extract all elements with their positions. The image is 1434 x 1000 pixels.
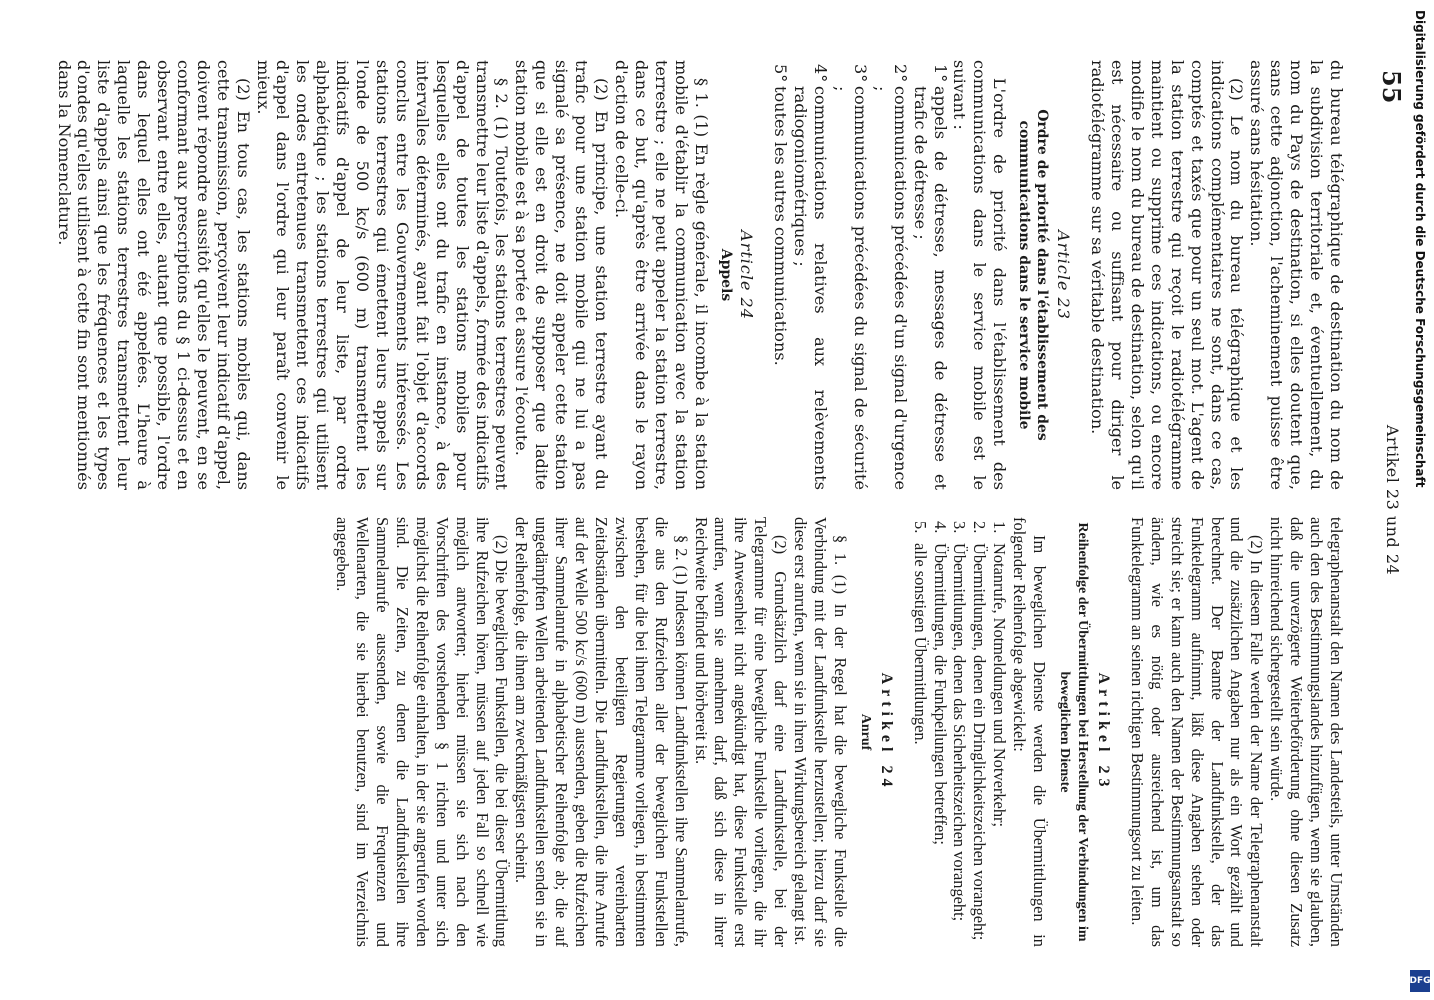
running-title: Artikel 23 und 24 [1383, 424, 1402, 576]
dfg-logo: DFG [1410, 970, 1430, 992]
de-section-1-1: § 1. (1) In der Regel hat die bewegliche Funkstelle die Verbindung mit der Landfunkstelle herzustellen; hierzu darf sie diese erst anrufen, wenn sie in ihren Wirkungsbereich gelangt ist. [791, 517, 850, 947]
fr-section-2-2: (2) En tous cas, les stations mobiles qui, dans cette transmission, perçoivent leur indicatif d'appel, doivent répondre aussitôt qu'elles le peuvent, en se conformant aux prescriptions du § 1 ci-dessus et en observant entre elles, autant que possible, l'ordre dans lequel elles ont été appelées. L'heure à laquelle les stations terrestres transmettent leur liste d'appels ainsi que les fréquences et les types d'ondes qu'elles utilisent à cette fin sont mentionnés dans la Nomenclature. [54, 60, 253, 490]
digitization-credit [1406, 0, 1434, 1000]
fr-list-item: 3° communications précédées du signal de sécurité ; [831, 64, 870, 490]
fr-article-23-heading: Article 23 [1054, 230, 1074, 320]
de-article-23-title: Reihenfolge der Übermittlungen bei Herstellung der Verbindungen im beweglichen Dienste [1057, 522, 1091, 942]
fr-list-item: 1° appels de détresse, messages de détresse et trafic de détresse ; [910, 64, 950, 490]
de-list-item: 2. Übermittlungen, denen ein Dringlichkeitszeichen vorangeht; [970, 521, 990, 941]
de-section-1-2: (2) Grundsätzlich darf eine Landfunkstelle, bei der Telegramme für eine bewegliche Funkstelle vorliegen, die ihr ihre Anwesenheit nicht angekündigt hat, diese Funkstelle erst anrufen, wenn sie annehmen darf, daß sich diese in ihrer Reichweite befindet und hörbereit ist. [691, 517, 791, 947]
de-list-item: 3. Übermittlungen, denen das Sicherheitszeichen vorangeht; [950, 521, 970, 922]
fr-article-23-intro: L'ordre de priorité dans l'établissement des communications dans le service mobile est le suivant : [950, 60, 1010, 490]
fr-section-1-1: § 1. (1) En règle générale, il incombe à la station mobile d'établir la communication avec la station terrestre ; elle ne peut appeler la station terrestre, dans ce but, qu'après être arrivée dans le rayon d'action de celle-ci. [611, 60, 711, 490]
fr-article-23-title: Ordre de priorité dans l'établissement des communications dans le service mobile [1016, 109, 1051, 441]
de-article-23-heading: Artikel 23 [1095, 672, 1113, 792]
page-header [1376, 60, 1406, 940]
de-paragraph-continuation: telegraphenanstalt den Namen des Landesteils, unter Umständen auch den des Bestimmungslandes hinzufügen, wenn sie glauben, daß die unverzögerte Weiterbeförderung ohne diesen Zusatz nicht hinreichend sichergestellt sein würde. [1267, 517, 1346, 947]
fr-list-item: 2° communications précédées d'un signal d'urgence ; [870, 64, 910, 490]
fr-paragraph-2: (2) Le nom du bureau télégraphique et les indications complémentaires ne sont, dans ce cas, comptés et taxés que pour un seul mot. L'agent de la station terrestre qui reçoit le radiotélégramme maintient ou supprime ces indications, ou encore modifie le nom du bureau de destination, selon qu'il est nécessaire ou suffisant pour diriger le radiotélégramme sur sa véritable destination. [1088, 60, 1247, 490]
de-article-24-heading: Artikel 24 [877, 672, 895, 792]
fr-list-item: 4° communications relatives aux relèvements radiogoniométriques ; [791, 64, 831, 490]
credit-text: Digitalisierung gefördert durch die Deutsche Forschungsgemeinschaft [1413, 10, 1427, 488]
de-list-item: 5. alle sonstigen Übermittlungen. [910, 521, 930, 745]
de-list-item: 4. Übermittlungen, die Funkpeilungen betreffen; [930, 521, 950, 845]
fr-list-item: 5° toutes les autres communications. [771, 64, 791, 366]
de-paragraph-2: (2) In diesem Falle werden der Name der Telegraphenanstalt und die zusätzlichen Angaben nur als ein Wort gezählt und berechnet. Der Beamte der Landfunkstelle, der das Funktelegramm aufnimmt, läßt diese Angaben stehen oder streicht sie; er kann auch den Namen der Bestimmungsanstalt so ändern, wie es nötig oder ausreichend ist, um das Funktelegramm an seinen richtigen Bestimmungsort zu leiten. [1127, 517, 1267, 947]
de-section-2-1: § 2. (1) Indessen können Landfunkstellen ihre Sammelanrufe, die aus den Rufzeichen aller der beweglichen Funkstellen bestehen, für die bei ihnen Telegramme vorliegen, in bestimmten zwischen den beteiligten Regierungen vereinbarten Zeitabständen übermitteln. Die Landfunkstellen, die ihre Anrufe auf der Welle 500 kc/s (600 m) aussenden, geben die Rufzeichen ihrer Sammelanrufe in alphabetischer Reihenfolge ab; die auf ungedämpften Wellen arbeitenden Landfunkstellen senden sie in der Reihenfolge, die ihnen am zweckmäßigsten scheint. [512, 517, 691, 947]
fr-article-24-heading: Article 24 [737, 230, 757, 320]
french-column [54, 60, 1346, 490]
fr-paragraph-continuation: du bureau télégraphique de destination du nom de la subdivision territoriale et, éventuellement, du nom du Pays de destination, si elles doutent que, sans cette adjonction, l'acheminement puisse être assuré sans hésitation. [1247, 60, 1346, 490]
de-section-2-2: (2) Die beweglichen Funkstellen, die bei dieser Übermittlung ihre Rufzeichen hören, müssen auf jeden Fall so schnell wie möglich antworten; hierbei müssen sie sich nach den Vorschriften des vorstehenden § 1 richten und unter sich möglichst die Reihenfolge einhalten, in der sie angerufen worden sind. Die Zeiten, zu denen die Landfunkstellen ihre Sammelanrufe aussenden, sowie die Frequenzen und Wellenarten, die sie hierbei benutzen, sind im Verzeichnis angegeben. [333, 517, 512, 947]
fr-section-2-1: § 2. (1) Toutefois, les stations terrestres peuvent transmettre leur liste d'appels, formée des indicatifs d'appel de toutes les stations mobiles pour lesquelles elles ont du trafic en instance, à des intervalles déterminés, ayant fait l'objet d'accords conclus entre les Gouvernements intéressés. Les stations terrestres qui émettent leurs appels sur l'onde de 500 kc/s (600 m) transmettent les indicatifs d'appel de leur liste, par ordre alphabétique ; les stations terrestres qui utilisent les ondes entretenues transmettent ces indicatifs d'appel dans l'ordre qui leur paraît convenir le mieux. [253, 60, 512, 490]
fr-article-24-title: Appels [717, 248, 734, 302]
fr-section-1-2: (2) En principe, une station terrestre ayant du trafic pour une station mobile qui ne lui a pas signalé sa présence, ne doit appeler cette station que si elle est en droit de supposer que ladite station mobile est à sa portée et assure l'écoute. [512, 60, 611, 490]
german-column [332, 517, 1346, 947]
de-list-item: 1. Notanrufe, Notmeldungen und Notverkehr; [990, 521, 1010, 828]
de-article-23-intro: Im beweglichen Dienste werden die Übermittlungen in folgender Reihenfolge abgewickelt: [1010, 517, 1050, 947]
page-number: 55 [1377, 70, 1406, 104]
de-article-24-title: Anruf [857, 713, 873, 751]
